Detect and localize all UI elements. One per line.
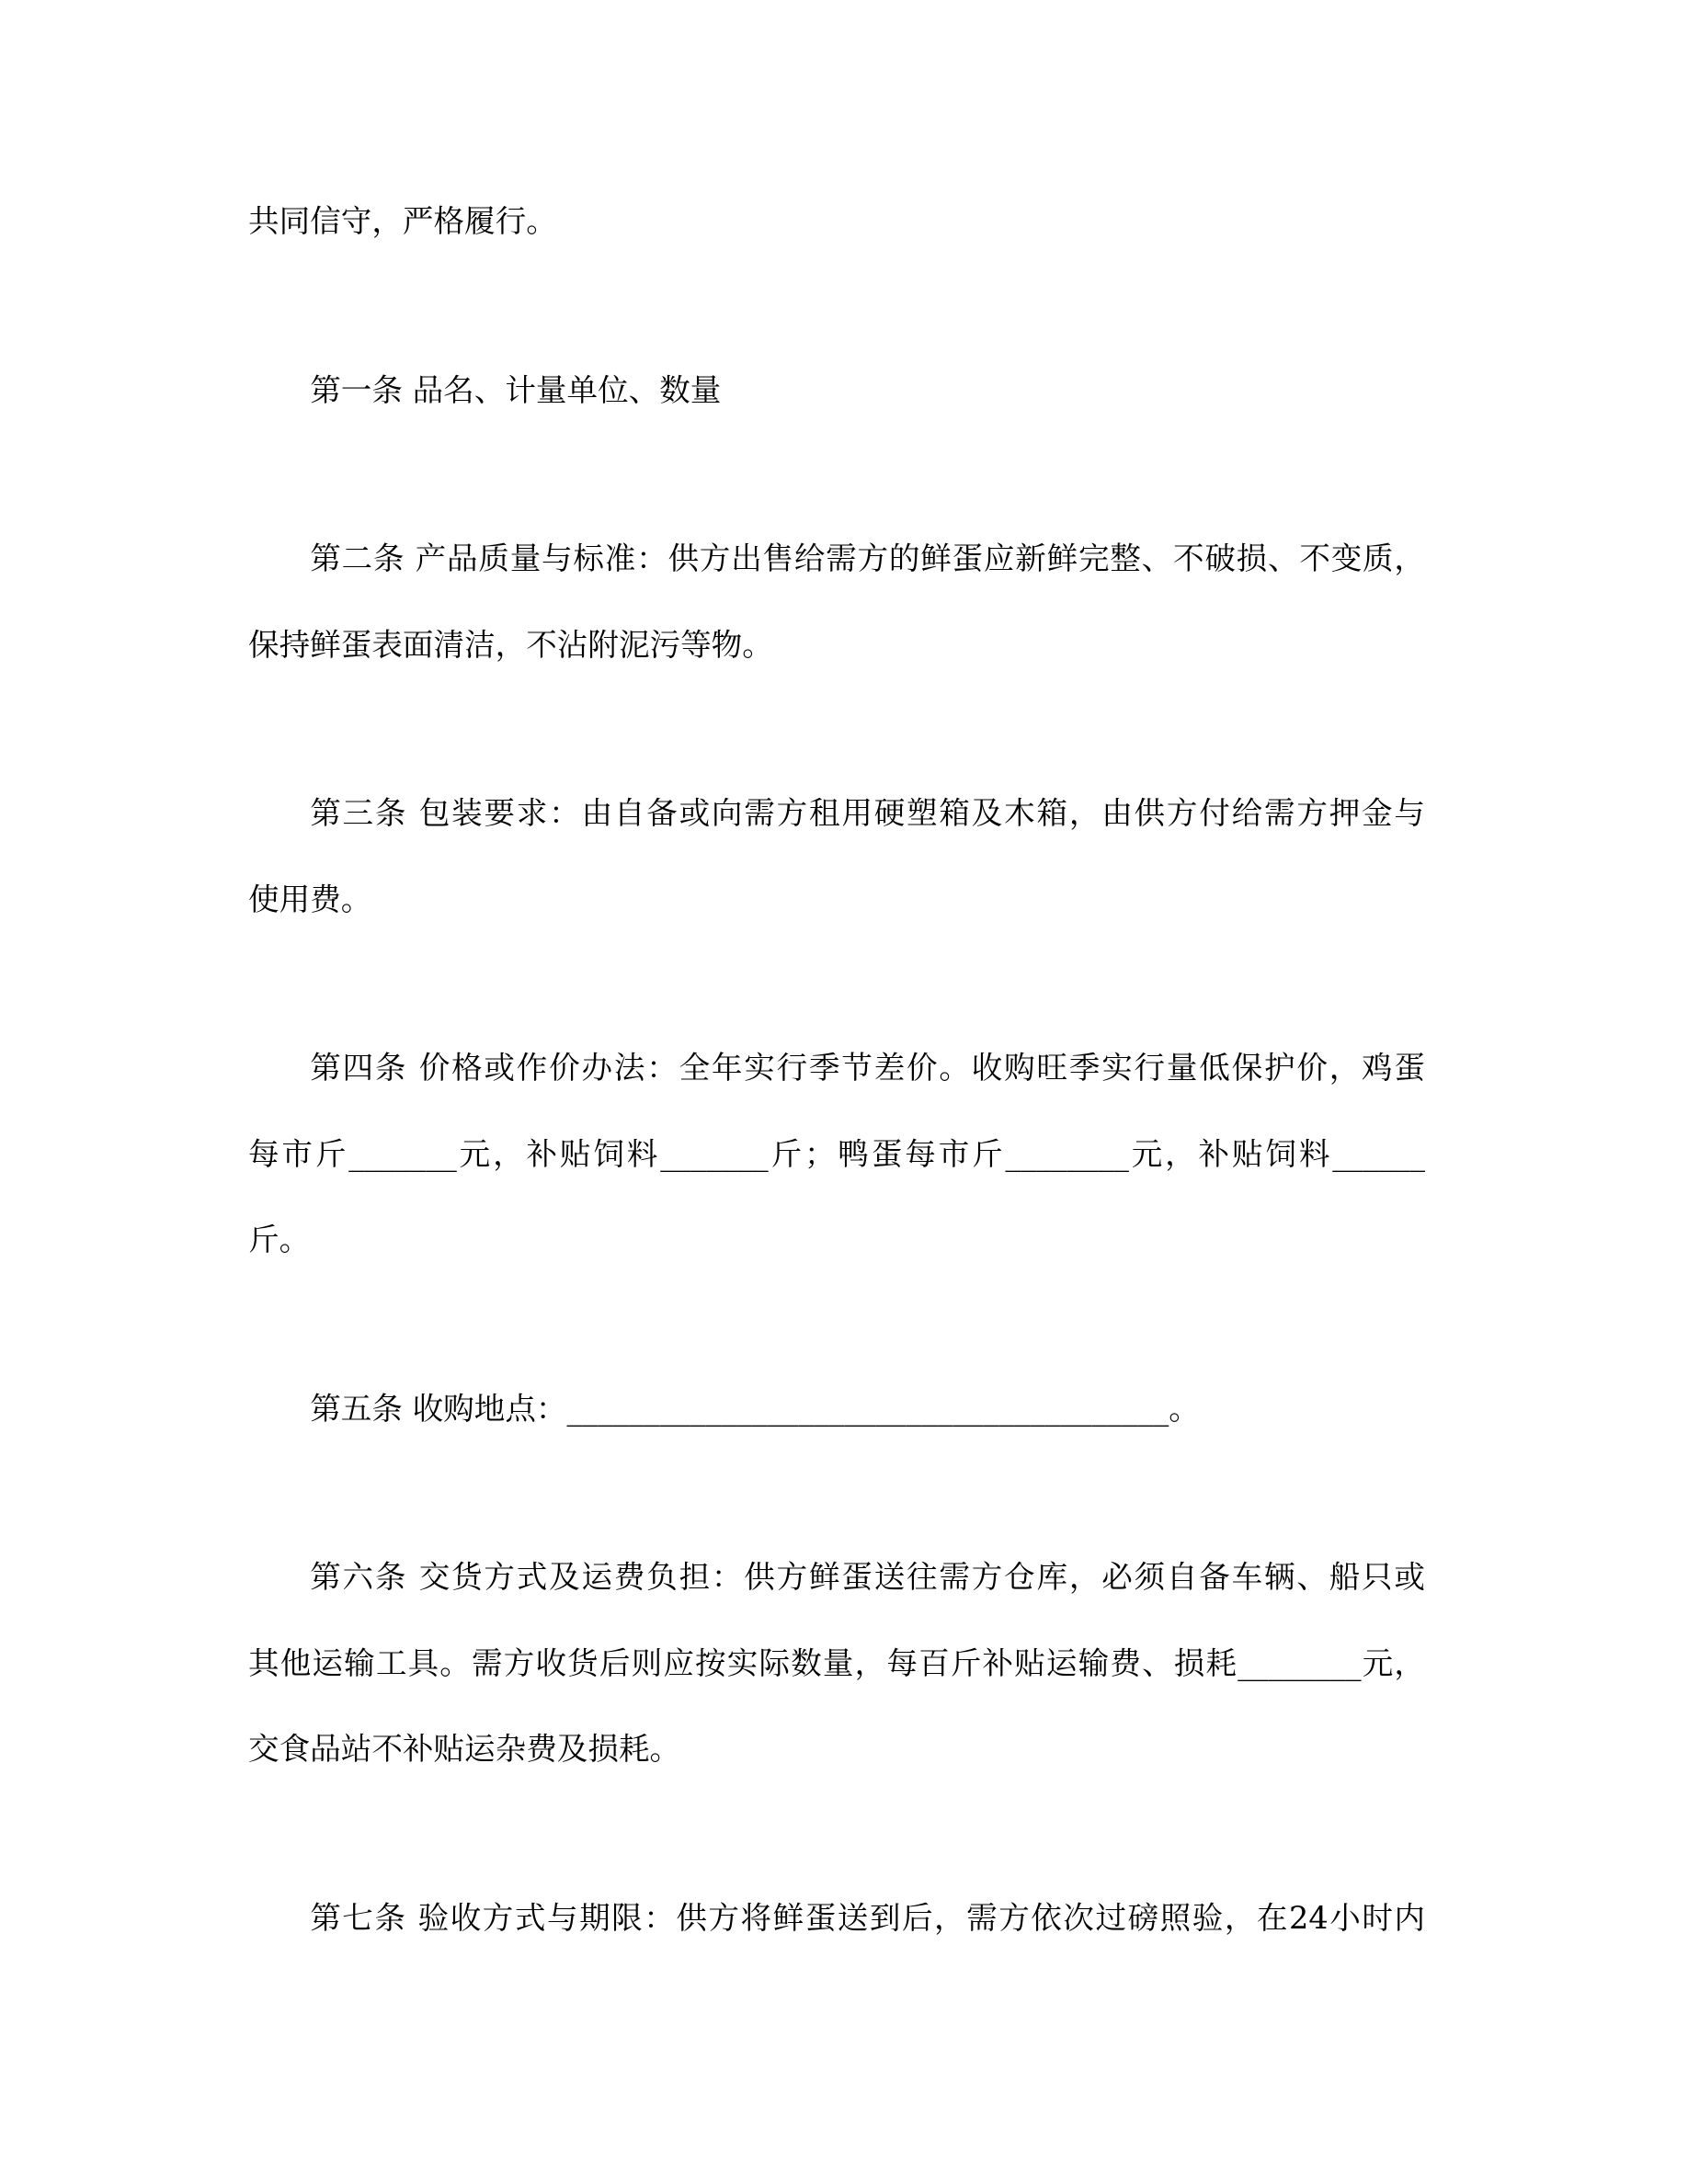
article-5-line-1: 第五条 收购地点：_______________________________________。 <box>310 1390 1200 1427</box>
article-4-line-3: 斤。 <box>248 1222 311 1257</box>
article-1-product-name-unit-quantity <box>248 347 1425 434</box>
paragraph-continuation <box>248 178 1425 265</box>
article-6-line-2: 其他运输工具。需方收货后则应按实际数量，每百斤补贴运输费、损耗________元， <box>248 1644 1425 1681</box>
article-7-line-1: 第七条 验收方式与期限：供方将鲜蛋送到后，需方依次过磅照验，在24小时内 <box>310 1899 1425 1936</box>
article-6-delivery-and-freight <box>248 1534 1425 1792</box>
article-7-acceptance <box>248 1875 1425 1962</box>
article-5-purchase-location <box>248 1366 1425 1452</box>
article-2-quality-standard <box>248 516 1425 688</box>
article-1-line-1: 第一条 品名、计量单位、数量 <box>310 371 722 408</box>
article-3-packaging <box>248 770 1425 942</box>
text-line: 共同信守，严格履行。 <box>248 203 557 239</box>
article-6-line-1: 第六条 交货方式及运费负担：供方鲜蛋送往需方仓库，必须自备车辆、船只或 <box>310 1559 1425 1595</box>
article-6-line-3: 交食品站不补贴运杂费及损耗。 <box>248 1731 681 1767</box>
document-page <box>248 178 1425 2043</box>
article-4-pricing <box>248 1025 1425 1283</box>
article-2-line-1: 第二条 产品质量与标准：供方出售给需方的鲜蛋应新鲜完整、不破损、不变质， <box>310 540 1425 576</box>
article-2-line-2: 保持鲜蛋表面清洁，不沾附泥污等物。 <box>248 626 773 663</box>
article-3-line-2: 使用费。 <box>248 881 372 917</box>
article-4-line-2: 每市斤_______元，补贴饲料_______斤；鸭蛋每市斤________元，补贴饲料______ <box>248 1135 1425 1172</box>
article-3-line-1: 第三条 包装要求：由自备或向需方租用硬塑箱及木箱，由供方付给需方押金与 <box>310 795 1425 831</box>
article-4-line-1: 第四条 价格或作价办法：全年实行季节差价。收购旺季实行量低保护价，鸡蛋 <box>310 1050 1425 1086</box>
